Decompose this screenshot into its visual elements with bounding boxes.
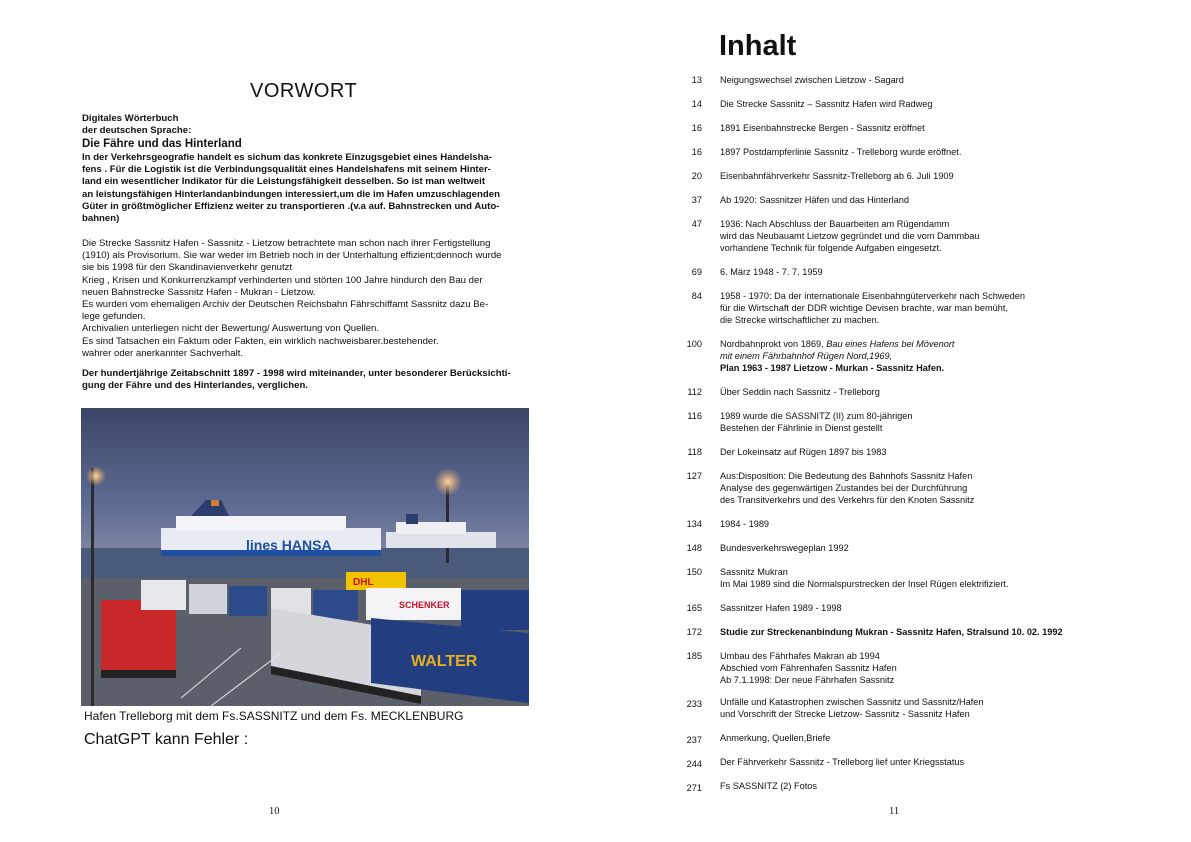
toc-page-number: 150	[686, 567, 702, 577]
toc-page-number: 134	[686, 519, 702, 529]
toc-page-number: 127	[686, 471, 702, 481]
toc-entry	[720, 446, 1120, 458]
toc-entry	[720, 756, 1120, 768]
toc-line: Im Mai 1989 sind die Normalspurstrecken der Insel Rügen elektrifiziert.	[720, 579, 1009, 589]
text-line: Es sind Tatsachen ein Faktum oder Fakten, ein wirklich nachweisbarer.bestehender.	[82, 335, 439, 347]
toc-entry	[720, 74, 1120, 86]
toc-entry	[720, 122, 1120, 134]
toc-page-number: 185	[686, 651, 702, 661]
toc-line: 1984 - 1989	[720, 519, 770, 529]
toc-entry	[720, 218, 1120, 254]
toc-entry	[720, 266, 1120, 278]
toc-page-number: 233	[686, 699, 702, 709]
toc-line: für die Wirtschaft der DDR wichtige Devisen brachte, war man bemüht,	[720, 303, 1008, 313]
ferry-hull-text: lines HANSA	[246, 537, 332, 553]
toc-line: Eisenbahnfährverkehr Sassnitz-Trelleborg ab 6. Juli 1909	[720, 171, 954, 181]
toc-line: 1958 - 1970: Da der internationale Eisenbahngüterverkehr nach Schweden	[720, 291, 1025, 301]
toc-line: Ab 7.1.1998: Der neue Fährhafen Sassnitz	[720, 675, 895, 685]
paragraph-history	[82, 238, 534, 360]
page-number-left: 10	[269, 806, 280, 817]
toc-page-number: 116	[687, 411, 702, 421]
text-line: fens . Für die Logistik ist die Verbindungsqualität eines Handelshafens mit seinem Hinter-	[82, 164, 491, 176]
toc-page-number: 20	[691, 171, 702, 181]
toc-line: Umbau des Fährhafes Makran ab 1994	[720, 651, 880, 661]
toc-page-number: 16	[691, 123, 702, 133]
toc-line: Der Lokeinsatz auf Rügen 1897 bis 1983	[720, 447, 887, 457]
toc-page-number: 37	[691, 195, 702, 205]
toc-line: Plan 1963 - 1987 Lietzow - Murkan - Sassnitz Hafen.	[720, 363, 945, 373]
lamp-glow	[434, 468, 462, 496]
photo-caption: Hafen Trelleborg mit dem Fs.SASSNITZ und dem Fs. MECKLENBURG	[84, 709, 464, 723]
toc-entry	[720, 410, 1120, 434]
toc-line: 6. März 1948 - 7. 7. 1959	[720, 267, 823, 277]
toc-line: und Vorschrift der Strecke Lietzow- Sassnitz - Sassnitz Hafen	[720, 709, 970, 719]
text-line: lege gefunden.	[82, 311, 146, 323]
toc-entry	[720, 626, 1120, 638]
toc-line: Studie zur Streckenanbindung Mukran - Sassnitz Hafen, Stralsund 10. 02. 1992	[720, 627, 1063, 637]
text-line: bahnen)	[82, 213, 120, 225]
harbor-photo	[81, 408, 529, 706]
toc-page-number: 84	[691, 291, 702, 301]
toc-line: Abschied vom Fährenhafen Sassnitz Hafen	[720, 663, 897, 673]
toc-entry	[720, 650, 1120, 686]
section-subtitle: Die Fähre und das Hinterland	[82, 138, 242, 150]
text-line: land ein wesentlicher Indikator für die Leistungsfähigkeit desselben. So ist man weltweit	[82, 176, 486, 188]
toc-entry	[720, 780, 1120, 792]
toc-line: Der Fährverkehr Sassnitz - Trelleborg lief unter Kriegsstatus	[720, 757, 965, 767]
lamp-glow	[86, 466, 106, 486]
trailer-red	[101, 600, 176, 678]
toc-page-number: 13	[691, 75, 702, 85]
toc-entry	[720, 542, 1120, 554]
toc-entry	[720, 146, 1120, 158]
toc-line: Die Strecke Sassnitz – Sassnitz Hafen wird Radweg	[720, 99, 933, 109]
text-line: Der hundertjährige Zeitabschnitt 1897 - 1998 wird miteinander, unter besonderer Berücksichti-	[82, 368, 511, 379]
toc-page-number: 69	[691, 267, 702, 277]
toc-entry	[720, 386, 1120, 398]
toc-line: wird das Neubauamt Lietzow gegründet und die vom Dammbau	[720, 231, 980, 241]
paragraph-definition	[82, 152, 534, 225]
toc-entry	[720, 338, 1120, 374]
toc-page-number: 165	[686, 603, 702, 613]
toc-page-number: 16	[691, 147, 702, 157]
source-line: Digitales Wörterbuch	[82, 113, 179, 124]
toc-entry	[720, 98, 1120, 110]
toc-page-number: 148	[686, 543, 702, 553]
toc-entry	[720, 732, 1120, 744]
svg-text:SCHENKER: SCHENKER	[399, 600, 450, 610]
toc-line-start: Nordbahnprokt von 1869,	[720, 339, 827, 349]
toc-line: 1891 Eisenbahnstrecke Bergen - Sassnitz eröffnet	[720, 123, 925, 133]
toc-entry	[720, 170, 1120, 182]
toc-line: Analyse des gegenwärtigen Zustandes bei der Durchführung	[720, 483, 968, 493]
text-line: (1910) als Provisorium. Sie war weder im Betrieb noch in der Unterhaltung effizient;dennoch wurde	[82, 250, 502, 262]
text-line: neuen Bahnstrecke Sassnitz Hafen - Mukran - Lietzow.	[82, 286, 316, 298]
toc-entry	[720, 566, 1120, 590]
toc-line: 1989 wurde die SASSNITZ (II) zum 80-jährigen	[720, 411, 913, 421]
trailer-walter-blue	[461, 590, 529, 630]
chatgpt-note: ChatGPT kann Fehler :	[84, 731, 249, 748]
toc-line: vorhandene Technik für folgende Aufgaben eingesetzt.	[720, 243, 942, 253]
text-line: Es wurden vom ehemaligen Archiv der Deutschen Reichsbahn Fährschiffamt Sassnitz dazu Be-	[82, 299, 489, 311]
text-line: Güter in größtmöglicher Effizienz weiter zu transportieren .(v.a auf. Bahnstrecken und Auto-	[82, 200, 500, 212]
svg-text:DHL: DHL	[353, 577, 374, 588]
source-line: der deutschen Sprache:	[82, 125, 192, 137]
toc-line: Ab 1920: Sassnitzer Häfen und das Hinterland	[720, 195, 909, 205]
toc-line: Bundesverkehrswegeplan 1992	[720, 543, 849, 553]
toc-line: Bestehen der Fährlinie in Dienst gestellt	[720, 423, 883, 433]
toc-line: Fs SASSNITZ (2) Fotos	[720, 781, 817, 791]
page-heading-inhalt: Inhalt	[719, 30, 797, 62]
paragraph-summary	[82, 368, 534, 392]
toc-line: 1936: Nach Abschluss der Bauarbeiten am Rügendamm	[720, 219, 950, 229]
toc-line: Unfälle und Katastrophen zwischen Sassnitz und Sassnitz/Hafen	[720, 697, 984, 707]
toc-entry	[720, 194, 1120, 206]
toc-page-number: 47	[691, 219, 702, 229]
page-heading-vorwort: VORWORT	[250, 80, 358, 102]
toc-line: Sassnitzer Hafen 1989 - 1998	[720, 603, 842, 613]
toc-entry	[720, 518, 1120, 530]
toc-entry	[720, 470, 1120, 506]
text-line: Die Strecke Sassnitz Hafen - Sassnitz - Lietzow betrachtete man schon nach ihrer Fertigstellung	[82, 238, 491, 249]
toc-line: mit einem Fährbahnhof Rügen Nord,1969,	[720, 351, 893, 361]
trailer-schenker	[366, 588, 461, 620]
toc-line: 1897 Postdampferlinie Sassnitz - Trelleborg wurde eröffnet.	[720, 147, 962, 157]
trailer-dhl	[346, 572, 406, 590]
toc-page-number: 244	[686, 759, 702, 769]
toc-page-number: 172	[686, 627, 702, 637]
text-line: In der Verkehrsgeografie handelt es sichum das konkrete Einzugsgebiet eines Handelsha-	[82, 152, 492, 163]
toc-page-number: 237	[686, 735, 702, 745]
toc-line: Über Seddin nach Sassnitz - Trelleborg	[720, 387, 880, 397]
text-line: wahrer oder anerkannter Sachverhalt.	[82, 347, 244, 359]
toc-page-number: 14	[691, 99, 702, 109]
text-line: sie bis 1998 für den Skandinavienverkehr genutzt	[82, 262, 293, 274]
toc-page-number: 118	[687, 447, 702, 457]
toc-line: Sassnitz Mukran	[720, 567, 788, 577]
svg-text:WALTER: WALTER	[411, 653, 478, 670]
text-line: Archivalien unterliegen nicht der Bewertung/ Auswertung von Quellen.	[82, 323, 380, 335]
text-line: gung der Fähre und des Hinterlandes, verglichen.	[82, 380, 309, 392]
text-line: an leistungsfähigen Hinterlandanbindungen interessiert,um die im Hafen umzuschlagenden	[82, 188, 500, 200]
toc-entry	[720, 696, 1120, 720]
toc-line	[720, 338, 1120, 350]
toc-line: Anmerkung, Quellen,Briefe	[720, 733, 831, 743]
light-mast	[91, 468, 94, 706]
toc-line-italic: Bau eines Hafens bei Mövenort	[826, 339, 955, 349]
toc-line: Aus:Disposition: Die Bedeutung des Bahnhofs Sassnitz Hafen	[720, 471, 973, 481]
toc-page-number: 271	[686, 783, 702, 793]
toc-line: Neigungswechsel zwischen Lietzow - Sagard	[720, 75, 904, 85]
toc-entry	[720, 290, 1120, 326]
dictionary-source	[82, 113, 534, 137]
toc-page-number: 100	[686, 339, 702, 349]
toc-line: die Strecke wirtschaftlicher zu machen.	[720, 315, 880, 325]
toc-page-number: 112	[687, 387, 702, 397]
toc-line: des Transitverkehrs und des Verkehrs für den Knoten Sassnitz	[720, 495, 975, 505]
page-number-right: 11	[889, 806, 900, 817]
toc-entry	[720, 602, 1120, 614]
text-line: Krieg , Krisen und Konkurrenzkampf verhinderten und störten 100 Jahre hindurch den Bau der	[82, 274, 483, 286]
